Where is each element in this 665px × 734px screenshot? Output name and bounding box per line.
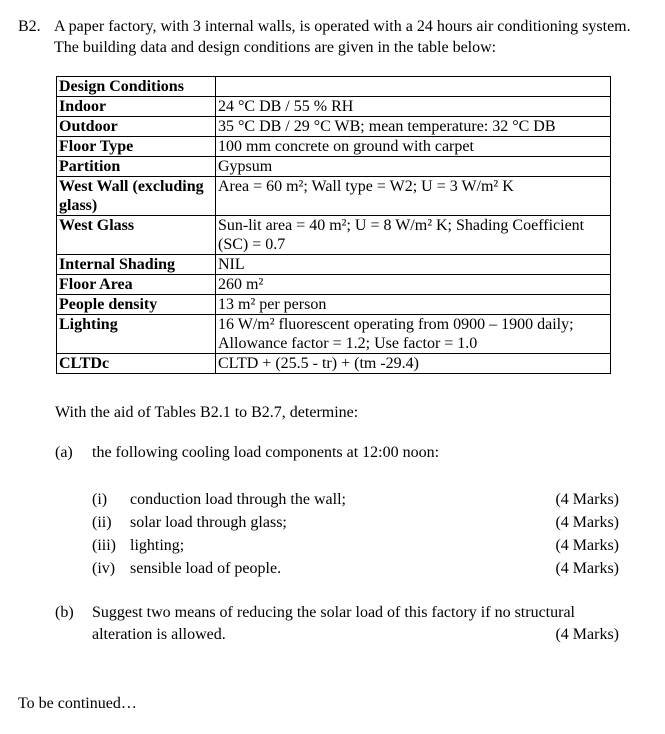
row-value: Sun-lit area = 40 m²; U = 8 W/m² K; Shading Coefficient (SC) = 0.7 xyxy=(216,216,611,255)
table-row xyxy=(57,177,611,216)
subitem-number: (i) xyxy=(92,491,108,508)
instruction-text: With the aid of Tables B2.1 to B2.7, determine: xyxy=(55,404,359,421)
design-conditions-table xyxy=(56,76,611,374)
part-b-letter: (b) xyxy=(55,604,74,621)
table-row xyxy=(57,275,611,295)
row-label: West Glass xyxy=(57,216,216,255)
table-header-row xyxy=(57,77,611,97)
row-label: CLTDc xyxy=(57,354,216,374)
row-value: CLTD + (25.5 - tr) + (tm -29.4) xyxy=(216,354,611,374)
row-label: Floor Type xyxy=(57,137,216,157)
row-label: Internal Shading xyxy=(57,255,216,275)
continued-note: To be continued… xyxy=(18,695,137,712)
row-value: Area = 60 m²; Wall type = W2; U = 3 W/m² K xyxy=(216,177,611,216)
row-label: Outdoor xyxy=(57,117,216,137)
question-number: B2. xyxy=(18,18,41,35)
row-label: Partition xyxy=(57,157,216,177)
row-value: 16 W/m² fluorescent operating from 0900 – 1900 daily; Allowance factor = 1.2; Use factor = 1.0 xyxy=(216,315,611,354)
table-row xyxy=(57,295,611,315)
subitem-text: conduction load through the wall; xyxy=(130,491,346,508)
row-value: 13 m² per person xyxy=(216,295,611,315)
table-row xyxy=(57,137,611,157)
part-b-marks: (4 Marks) xyxy=(555,626,619,643)
part-b-text: Suggest two means of reducing the solar load of this factory if no structural alteration is allowed. xyxy=(92,604,575,643)
subitem-marks: (4 Marks) xyxy=(555,537,619,554)
table-header: Design Conditions xyxy=(57,77,216,97)
part-a-text: the following cooling load components at 12:00 noon: xyxy=(92,444,440,461)
subitem-text: solar load through glass; xyxy=(130,514,287,531)
question-intro: A paper factory, with 3 internal walls, is operated with a 24 hours air conditioning system. The building data and design conditions are given in the table below: xyxy=(54,18,631,56)
table-row xyxy=(57,216,611,255)
row-value: NIL xyxy=(216,255,611,275)
table-row xyxy=(57,315,611,354)
table-row xyxy=(57,117,611,137)
table-row xyxy=(57,255,611,275)
table-row xyxy=(57,97,611,117)
row-label: Indoor xyxy=(57,97,216,117)
subitem-number: (iii) xyxy=(92,537,116,554)
table-row xyxy=(57,157,611,177)
table-row xyxy=(57,354,611,374)
row-value: 260 m² xyxy=(216,275,611,295)
row-label: Lighting xyxy=(57,315,216,354)
row-label: People density xyxy=(57,295,216,315)
row-value: 24 °C DB / 55 % RH xyxy=(216,97,611,117)
subitem-text: sensible load of people. xyxy=(130,560,282,577)
subitem-number: (ii) xyxy=(92,514,112,531)
part-a-letter: (a) xyxy=(55,444,73,461)
row-label: West Wall (excluding glass) xyxy=(57,177,216,216)
row-value: 35 °C DB / 29 °C WB; mean temperature: 32 °C DB xyxy=(216,117,611,137)
subitem-marks: (4 Marks) xyxy=(555,514,619,531)
subitem-number: (iv) xyxy=(92,560,116,577)
subitem-text: lighting; xyxy=(130,537,185,554)
subitem-marks: (4 Marks) xyxy=(555,491,619,508)
subitem-marks: (4 Marks) xyxy=(555,560,619,577)
row-label: Floor Area xyxy=(57,275,216,295)
row-value: Gypsum xyxy=(216,157,611,177)
row-value: 100 mm concrete on ground with carpet xyxy=(216,137,611,157)
